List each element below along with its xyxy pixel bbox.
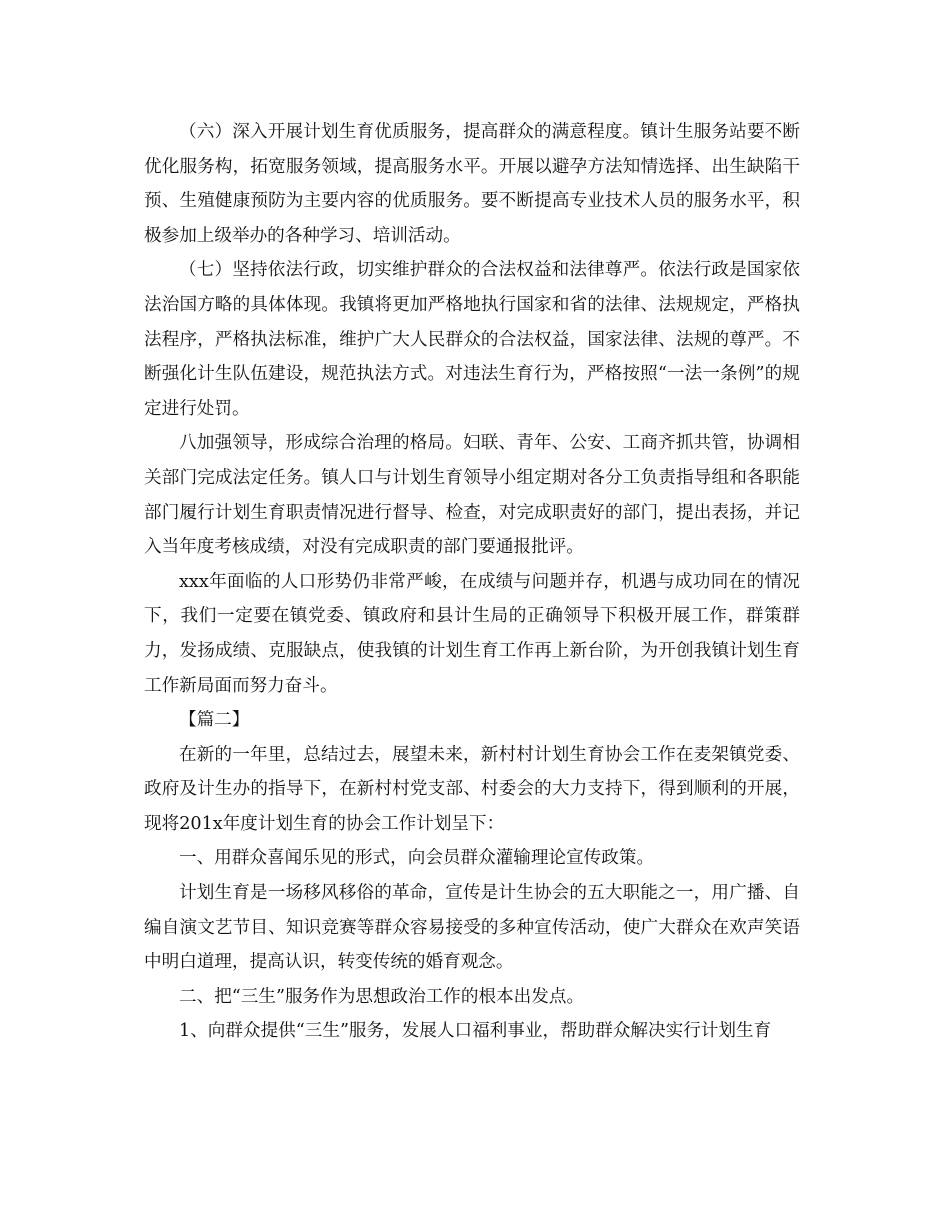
paragraph-propaganda: 计划生育是一场移风移俗的革命，宣传是计生协会的五大职能之一，用广播、自编自演文艺节目、知识竞赛等群众容易接受的多种宣传活动，使广大群众在欢声笑语中明白道理，提高认识，转变传统的婚育观念。 [144, 883, 800, 973]
item-2-heading: 二、把“三生”服务作为思想政治工作的根本出发点。 [179, 986, 585, 1007]
paragraph-8-leadership: 八加强领导，形成综合治理的格局。妇联、青年、公安、工商齐抓共管，协调相关部门完成法定任务。镇人口与计划生育领导小组定期对各分工负责指导组和各职能部门履行计划生育职责情况进行督导、检查，对完成职责好的部门，提出表扬，并记入当年度考核成绩，对没有完成职责的部门要通报批评。 [144, 433, 800, 558]
paragraph-intro-part-two: 在新的一年里，总结过去，展望未来，新村村计划生育协会工作在麦架镇党委、政府及计生办的指导下，在新村村党支部、村委会的大力支持下，得到顺利的开展，现将201x年度计划生育的协会工作计划呈下： [144, 744, 800, 834]
paragraph-outlook: xxx年面临的人口形势仍非常严峻，在成绩与问题并存，机遇与成功同在的情况下，我们一定要在镇党委、镇政府和县计生局的正确领导下积极开展工作，群策群力，发扬成绩、克服缺点，使我镇的计划生育工作再上新台阶，为开创我镇计划生育工作新局面而努力奋斗。 [144, 571, 800, 696]
item-1-heading: 一、用群众喜闻乐见的形式，向会员群众灌输理论宣传政策。 [179, 848, 655, 869]
item-2-subitem-1: 1、向群众提供“三生”服务，发展人口福利事业，帮助群众解决实行计划生育 [179, 1021, 772, 1042]
section-heading-part-two: 【篇二】 [179, 710, 250, 731]
paragraph-6-quality-service: （六）深入开展计划生育优质服务，提高群众的满意程度。镇计生服务站要不断优化服务构，拓宽服务领域，提高服务水平。开展以避孕方法知情选择、出生缺陷干预、生殖健康预防为主要内容的优质服务。要不断提高专业技术人员的服务水平，积极参加上级举办的各种学习、培训活动。 [144, 122, 800, 246]
paragraph-7-law-enforcement: （七）坚持依法行政，切实维护群众的合法权益和法律尊严。依法行政是国家依法治国方略的具体体现。我镇将更加严格地执行国家和省的法律、法规规定，严格执法程序，严格执法标准，维护广大人民群众的合法权益，国家法律、法规的尊严。不断强化计生队伍建设，规范执法方式。对违法生育行为，严格按照“一法一条例”的规定进行处罚。 [144, 260, 800, 419]
document-body [144, 115, 800, 1049]
